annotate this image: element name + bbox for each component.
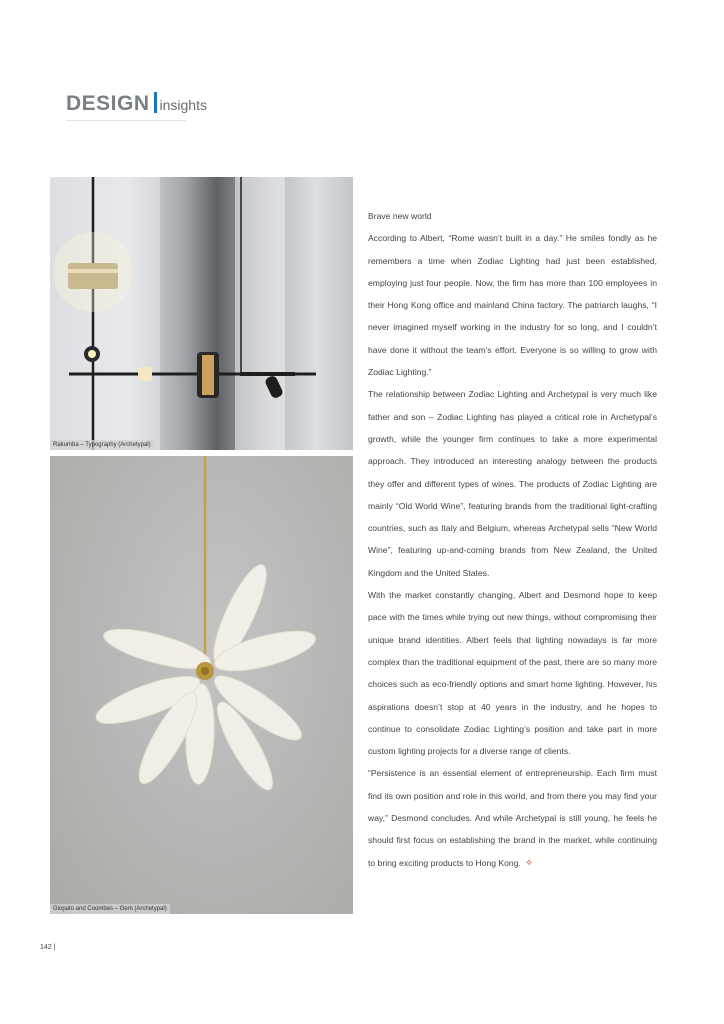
article-paragraph: The relationship between Zodiac Lighting and Archetypal is very much like father and son – Zodiac Lighting has played a critical role in Archetypal’s growth, while the younger firm continues to take a more experimental approach. They introduced an interesting analogy between the products they offer and different types of wines. The products of Zodiac Lighting are mainly “Old World Wine”, featuring brands from the traditional light-crafting countries, such as Italy and Belgium, whereas Archetypal sells “New World Wine”, featuring up-and-coming brands from New Zealand, the United Kingdom and the United States.	[368, 389, 657, 578]
photo-caption-bottom: Giopato and Coombes – Gem (Archetypal)	[50, 904, 170, 914]
article-paragraph: According to Albert, “Rome wasn’t built in a day.” He smiles fondly as he remembers a time when Zodiac Lighting had just been established, employing just four people. Now, the firm has more than 100 employees in their Hong Kong office and mainland China factory. The patriarch laughs, “I never imagined myself working in the industry for so long, and I couldn’t have done it without the team’s effort. Everyone is so willing to grow with Zodiac Lighting.”	[368, 233, 657, 378]
typography-light-illustration	[50, 177, 353, 450]
article-heading: Brave new world	[368, 211, 432, 221]
photo-typography-pendant	[50, 177, 353, 450]
section-title-design: DESIGN	[66, 92, 150, 115]
title-divider-bar	[154, 92, 157, 113]
gem-chandelier-illustration	[50, 456, 353, 914]
article-paragraph-text: “Persistence is an essential element of entrepreneurship. Each firm must find its own position and role in this world, and from there you may find your way,” Desmond concludes. And while Archetypal is still young, he feels he should first focus on establishing the brand in the market, while continuing to bring exciting products to Hong Kong.	[368, 768, 657, 868]
section-header	[66, 92, 207, 116]
photo-caption-top: Rakumba – Typography (Archetypal)	[50, 440, 154, 450]
page-number: 142 |	[40, 944, 56, 951]
article-body	[368, 205, 657, 875]
photo-gem-chandelier	[50, 456, 353, 914]
section-title-insights: insights	[159, 97, 207, 113]
article-paragraph-final	[368, 762, 657, 874]
article-paragraph: With the market constantly changing, Albert and Desmond hope to keep pace with the times while trying out new things, without compromising their unique brand identities. Albert feels that lighting nowadays is far more complex than the traditional equipment of the past, there are so many more choices such as eco-friendly options and smart home lighting. However, his aspirations doesn’t stop at 40 years in the industry, and he hopes to continue to consolidate Zodiac Lighting’s position and take part in more custom lighting projects for a diverse range of clients.	[368, 590, 657, 757]
header-rule	[66, 120, 186, 121]
end-mark-icon: ✧	[524, 857, 534, 869]
